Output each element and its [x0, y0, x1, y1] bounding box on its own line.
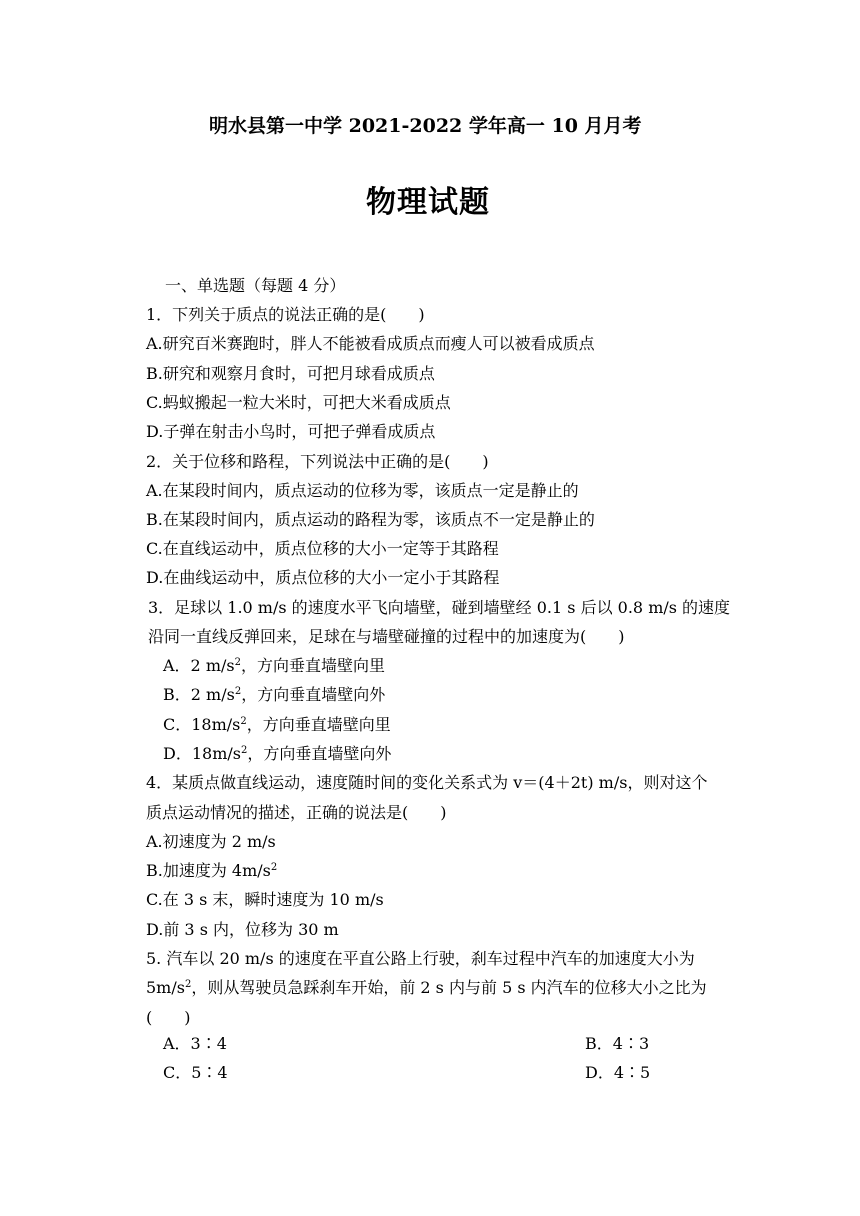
question-3-option-b: B．2 $m/s^2$，方向垂直墙壁向外 — [163, 685, 386, 704]
question-3-option-a: A．2 $m/s^2$，方向垂直墙壁向里 — [163, 656, 385, 675]
question-5-option-c: C．5∶4 — [163, 1063, 228, 1082]
question-5-stem-line-3: ( ) — [146, 1008, 191, 1027]
question-3-stem-line-2: 沿同一直线反弹回来，足球在与墙壁碰撞的过程中的加速度为( ) — [148, 627, 625, 646]
question-2-stem: 2．关于位移和路程，下列说法中正确的是( ) — [146, 452, 489, 471]
question-1-stem: 1．下列关于质点的说法正确的是( ) — [146, 305, 425, 324]
question-4-stem-line-1: 4．某质点做直线运动，速度随时间的变化关系式为 v＝(4＋2t) m/s，则对这个 — [146, 773, 708, 792]
question-5-stem-line-2: $5m/s^2$，则从驾驶员急踩刹车开始，前 2 s 内与前 5 s 内汽车的位移大小之比为 — [146, 978, 707, 997]
question-5-option-d: D．4∶5 — [585, 1063, 651, 1082]
question-2-option-d: D.在曲线运动中，质点位移的大小一定小于其路程 — [146, 568, 500, 587]
question-4-option-b: B.加速度为 $4m/s^2$ — [146, 861, 278, 880]
question-1-option-c: C.蚂蚁搬起一粒大米时，可把大米看成质点 — [146, 393, 451, 412]
question-3-stem-line-1: 3．足球以 1.0 m/s 的速度水平飞向墙壁，碰到墙壁经 0.1 s 后以 0.8 m/s 的速度 — [148, 598, 731, 617]
question-4-option-c: C.在 3 s 末，瞬时速度为 10 m/s — [146, 890, 384, 909]
exam-title: 明水县第一中学 2021-2022 学年高一 10 月月考 — [209, 115, 642, 137]
question-5-option-b: B．4∶3 — [585, 1034, 650, 1053]
question-4-option-a: A.初速度为 2 m/s — [146, 832, 276, 851]
question-2-option-b: B.在某段时间内，质点运动的路程为零，该质点不一定是静止的 — [146, 510, 595, 529]
question-3-option-d: D．$18m/s^2$，方向垂直墙壁向外 — [163, 744, 392, 763]
question-1-option-b: B.研究和观察月食时，可把月球看成质点 — [146, 364, 435, 383]
question-4-stem-line-2: 质点运动情况的描述，正确的说法是( ) — [146, 803, 447, 822]
question-3-option-c: C．$18m/s^2$，方向垂直墙壁向里 — [163, 715, 391, 734]
question-1-option-d: D.子弹在射击小鸟时，可把子弹看成质点 — [146, 422, 436, 441]
question-5-option-a: A．3∶4 — [163, 1034, 227, 1053]
question-4-option-d: D.前 3 s 内，位移为 30 m — [146, 920, 339, 939]
question-5-stem-line-1: 5. 汽车以 20 m/s 的速度在平直公路上行驶，刹车过程中汽车的加速度大小为 — [146, 949, 695, 968]
exam-subtitle: 物理试题 — [366, 185, 490, 220]
question-1-option-a: A.研究百米赛跑时，胖人不能被看成质点而瘦人可以被看成质点 — [146, 334, 595, 353]
section-heading: 一、单选题（每题 4 分） — [165, 276, 346, 295]
question-2-option-c: C.在直线运动中，质点位移的大小一定等于其路程 — [146, 539, 499, 558]
question-2-option-a: A.在某段时间内，质点运动的位移为零，该质点一定是静止的 — [146, 481, 579, 500]
